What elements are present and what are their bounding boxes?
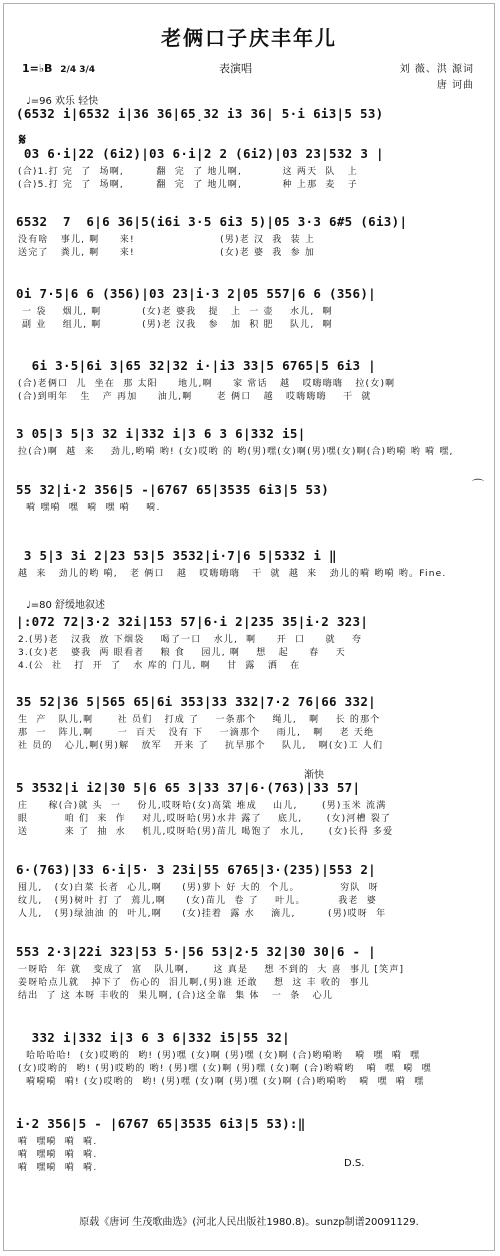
notation-line: i·2 356|5 - |6767 65|3535 6i3|5 53):‖ xyxy=(16,1116,306,1131)
tempo-verse: ♩=80 舒缓地叙述 xyxy=(26,600,105,611)
notation-line: 6·(763)|33 6·i|5· 3 23i|55 6765|3·(235)|553 2| xyxy=(16,862,376,877)
lyric-line: (女)哎哟的 哟! (男)哎哟的 哟! (男)嘿 (女)啊 (男)嘿 (女)啊 (合)哟嗬哟 嗬 嘿 嗬 嘿 xyxy=(18,1064,432,1074)
lyric-line: 嗬 嘿嗬 嗬 嗬. xyxy=(18,1150,98,1160)
lyric-line: 3.(女)老 婆我 两 眼看者 粮 食 园儿, 啊 想 起 春 天 xyxy=(18,648,346,658)
lyric-line: 纹儿, (男)树叶 打 了 蔫儿,啊 (女)苗儿 卷 了 叶儿。 我老 婆 xyxy=(18,896,377,906)
lyric-line: 庄 稼(合)就 头 一 份儿,哎呀哈(女)高粱 堆成 山儿, (男)玉米 流满 xyxy=(18,801,387,811)
notation-line: 3 5|3 3i 2|23 53|5 3532|i·7|6 5|5332 i ‖ xyxy=(16,548,337,563)
ds-mark: D.S. xyxy=(344,1158,365,1169)
notation-line: (6532 i|6532 i|36 36|65̣32 i3 36| 5·i 6i3|5 53) xyxy=(16,106,384,121)
lyric-line: 生 产 队儿,啊 社 员们 打成 了 一条那个 绳儿, 啊 长 的那个 xyxy=(18,715,381,725)
key-signature xyxy=(22,62,95,75)
lyric-line: 嗬嗬嗬 嗬! (女)哎哟的 哟! (男)嘿 (女)啊 (男)嘿 (女)啊 (合)哟嗬哟 嗬 嘿 嗬 嘿 xyxy=(18,1077,425,1087)
lyric-line: 哈哈哈哈! (女)哎哟的 哟! (男)嘿 (女)啊 (男)嘿 (女)啊 (合)哟嗬哟 嗬 嘿 嗬 嘿 xyxy=(18,1051,421,1061)
lyric-line: 4.(公 社 打 开 了 水 库的 门儿, 啊 甘 露 洒 在 xyxy=(18,661,301,671)
lyric-line: 没有啥 事儿, 啊 来! (男)老 汉 我 装 上 xyxy=(18,235,316,245)
notation-line: |:072 72|3·2 32i|153 57|6·i 2|235 35|i·2 323| xyxy=(16,614,369,629)
lyric-line: (合)1.打 完 了 场啊, 翻 完 了 地儿啊, 这 两天 队 上 xyxy=(18,167,359,177)
notation-line: 0i 7·5|6 6 (356)|03 23|i·3 2|05 557|6 6 (356)| xyxy=(16,286,376,301)
notation-line: 553 2·3|22i 323|53 5·|56 53|2·5 32|30 30|6 - | xyxy=(16,944,376,959)
lyric-line: 人儿, (男)绿油油 的 叶儿,啊 (女)挂着 露 水 滴儿, (男)哎呀 年 xyxy=(18,909,387,919)
source-note: 原载《唐诃 生茂歌曲选》(河北人民出版社1980.8)。sunzp制谱20091129. xyxy=(79,1217,419,1228)
time-signature: 2/4 3/4 xyxy=(60,65,96,75)
lyric-line: 社 员的 心儿,啊(男)解 放军 开来 了 抗旱那个 队儿, 啊(女)工 人们 xyxy=(18,741,384,751)
lyric-line: 姜呀哈点儿就 掉下了 伤心的 泪儿啊,(男)谁 还敢 想 这 丰 收的 事儿 xyxy=(18,978,370,988)
notation-line: 03 6·i|22 (6i2)|03 6·i|2 2 (6i2)|03 23|532 3 | xyxy=(16,146,384,161)
lyric-line: 2.(男)老 汉我 放 下烟袋 喝了一口 水儿, 啊 开 口 就 夸 xyxy=(18,635,363,645)
song-title: 老俩口子庆丰年儿 xyxy=(161,26,337,50)
notation-line: 332 i|332 i|3 6 3 6|332 i5|55 32| xyxy=(16,1030,290,1045)
composer-credit: 唐 诃曲 xyxy=(436,80,474,91)
lyric-line: 结出 了 这 本呀 丰收的 果儿啊, (合)这全靠 集 体 一 条 心儿 xyxy=(18,991,334,1001)
notation-line: 6i 3·5|6i 3|65 32|32 i·|i3 33|5 6765|5 6i3 | xyxy=(16,358,376,373)
key-text: 1=♭B xyxy=(22,62,53,75)
tempo-intro: ♩=96 欢乐 轻快 xyxy=(26,96,99,107)
lyric-line: 送 来 了 抽 水 机儿,哎呀哈(男)苗儿 喝饱了 水儿, (女)长得 多爱 xyxy=(18,827,394,837)
fermata-symbol: ⌒ xyxy=(471,478,484,492)
segno-symbol: 𝄋 xyxy=(19,130,26,149)
lyric-line: 送完了 粪儿, 啊 来! (女)老 婆 我 参 加 xyxy=(18,248,316,258)
lyric-line: 嗬 嘿嗬 嗬 嗬. xyxy=(18,1163,98,1173)
lyric-line: 囤儿, (女)白菜 长者 心儿,啊 (男)萝卜 好 大的 个儿。 穷队 呀 xyxy=(18,883,380,893)
notation-line: 55 32|i·2 356|5 -|6767 65|3535 6i3|5 53) xyxy=(16,482,330,497)
lyric-line: 一呀哈 年 就 变成了 富 队儿啊, 这 真是 想 不到的 大 喜 事儿 [笑声] xyxy=(18,965,405,975)
lyric-line: 副 业 组儿, 啊 (男)老 汉我 参 加 积 肥 队儿, 啊 xyxy=(18,320,333,330)
lyric-line: (合)到明年 生 产 再加 油儿,啊 老 俩口 越 哎嗨嗨嗨 干 就 xyxy=(18,392,372,402)
lyric-line: 一 袋 烟儿, 啊 (女)老 婆我 提 上 一 壶 水儿, 啊 xyxy=(18,307,333,317)
notation-line: 6532 7 6|6 36|5(i6i 3·5 6i3 5)|05 3·3 6#5 (6i3)| xyxy=(16,214,408,229)
lyric-line: 拉(合)啊 越 来 劲儿,哟嗬 哟! (女)哎哟 的 哟(男)嘿(女)啊(男)嘿(女)啊(合)哟嗬 哟 嗬 嘿, xyxy=(18,447,454,457)
lyric-line: 眼 咱 们 来 作 对儿,哎呀哈(男)水井 露了 底儿, (女)河槽 裂了 xyxy=(18,814,392,824)
lyric-line: 那 一 阵儿,啊 一 百天 没有 下 一滴那个 雨儿, 啊 老 天绝 xyxy=(18,728,375,738)
notation-line: 35 52|36 5|565 65|6i 353|33 332|7·2 76|66 332| xyxy=(16,694,376,709)
lyric-line: (合)老俩口 儿 坐在 那 太阳 地儿,啊 家 常话 越 哎嗨嗨嗨 拉(女)啊 xyxy=(18,379,396,389)
accel-mark: 渐快 xyxy=(304,770,324,781)
lyricist-credit: 刘 薇、洪 源词 xyxy=(399,64,474,75)
notation-line: 3 05|3 5|3 32 i|332 i|3 6 3 6|332 i5| xyxy=(16,426,306,441)
lyric-line: 嗬 嘿嗬 嘿 嗬 嘿 嗬 嗬. xyxy=(18,503,161,513)
performance-type: 表演唱 xyxy=(219,62,252,75)
lyric-line: 越 来 劲儿的哟 嗬, 老 俩口 越 哎嗨嗨嗨 干 就 越 来 劲儿的嗬 哟嗬 哟。Fine. xyxy=(18,569,447,579)
lyric-line: (合)5.打 完 了 场啊, 翻 完 了 地儿啊, 种 上那 麦 子 xyxy=(18,180,359,190)
lyric-line: 嗬 嘿嗬 嗬 嗬. xyxy=(18,1137,98,1147)
score-page xyxy=(3,3,495,1251)
notation-line: 5 3532|i i2|30 5|6 65 3|33 37|6·(763)|33 57| xyxy=(16,780,361,795)
